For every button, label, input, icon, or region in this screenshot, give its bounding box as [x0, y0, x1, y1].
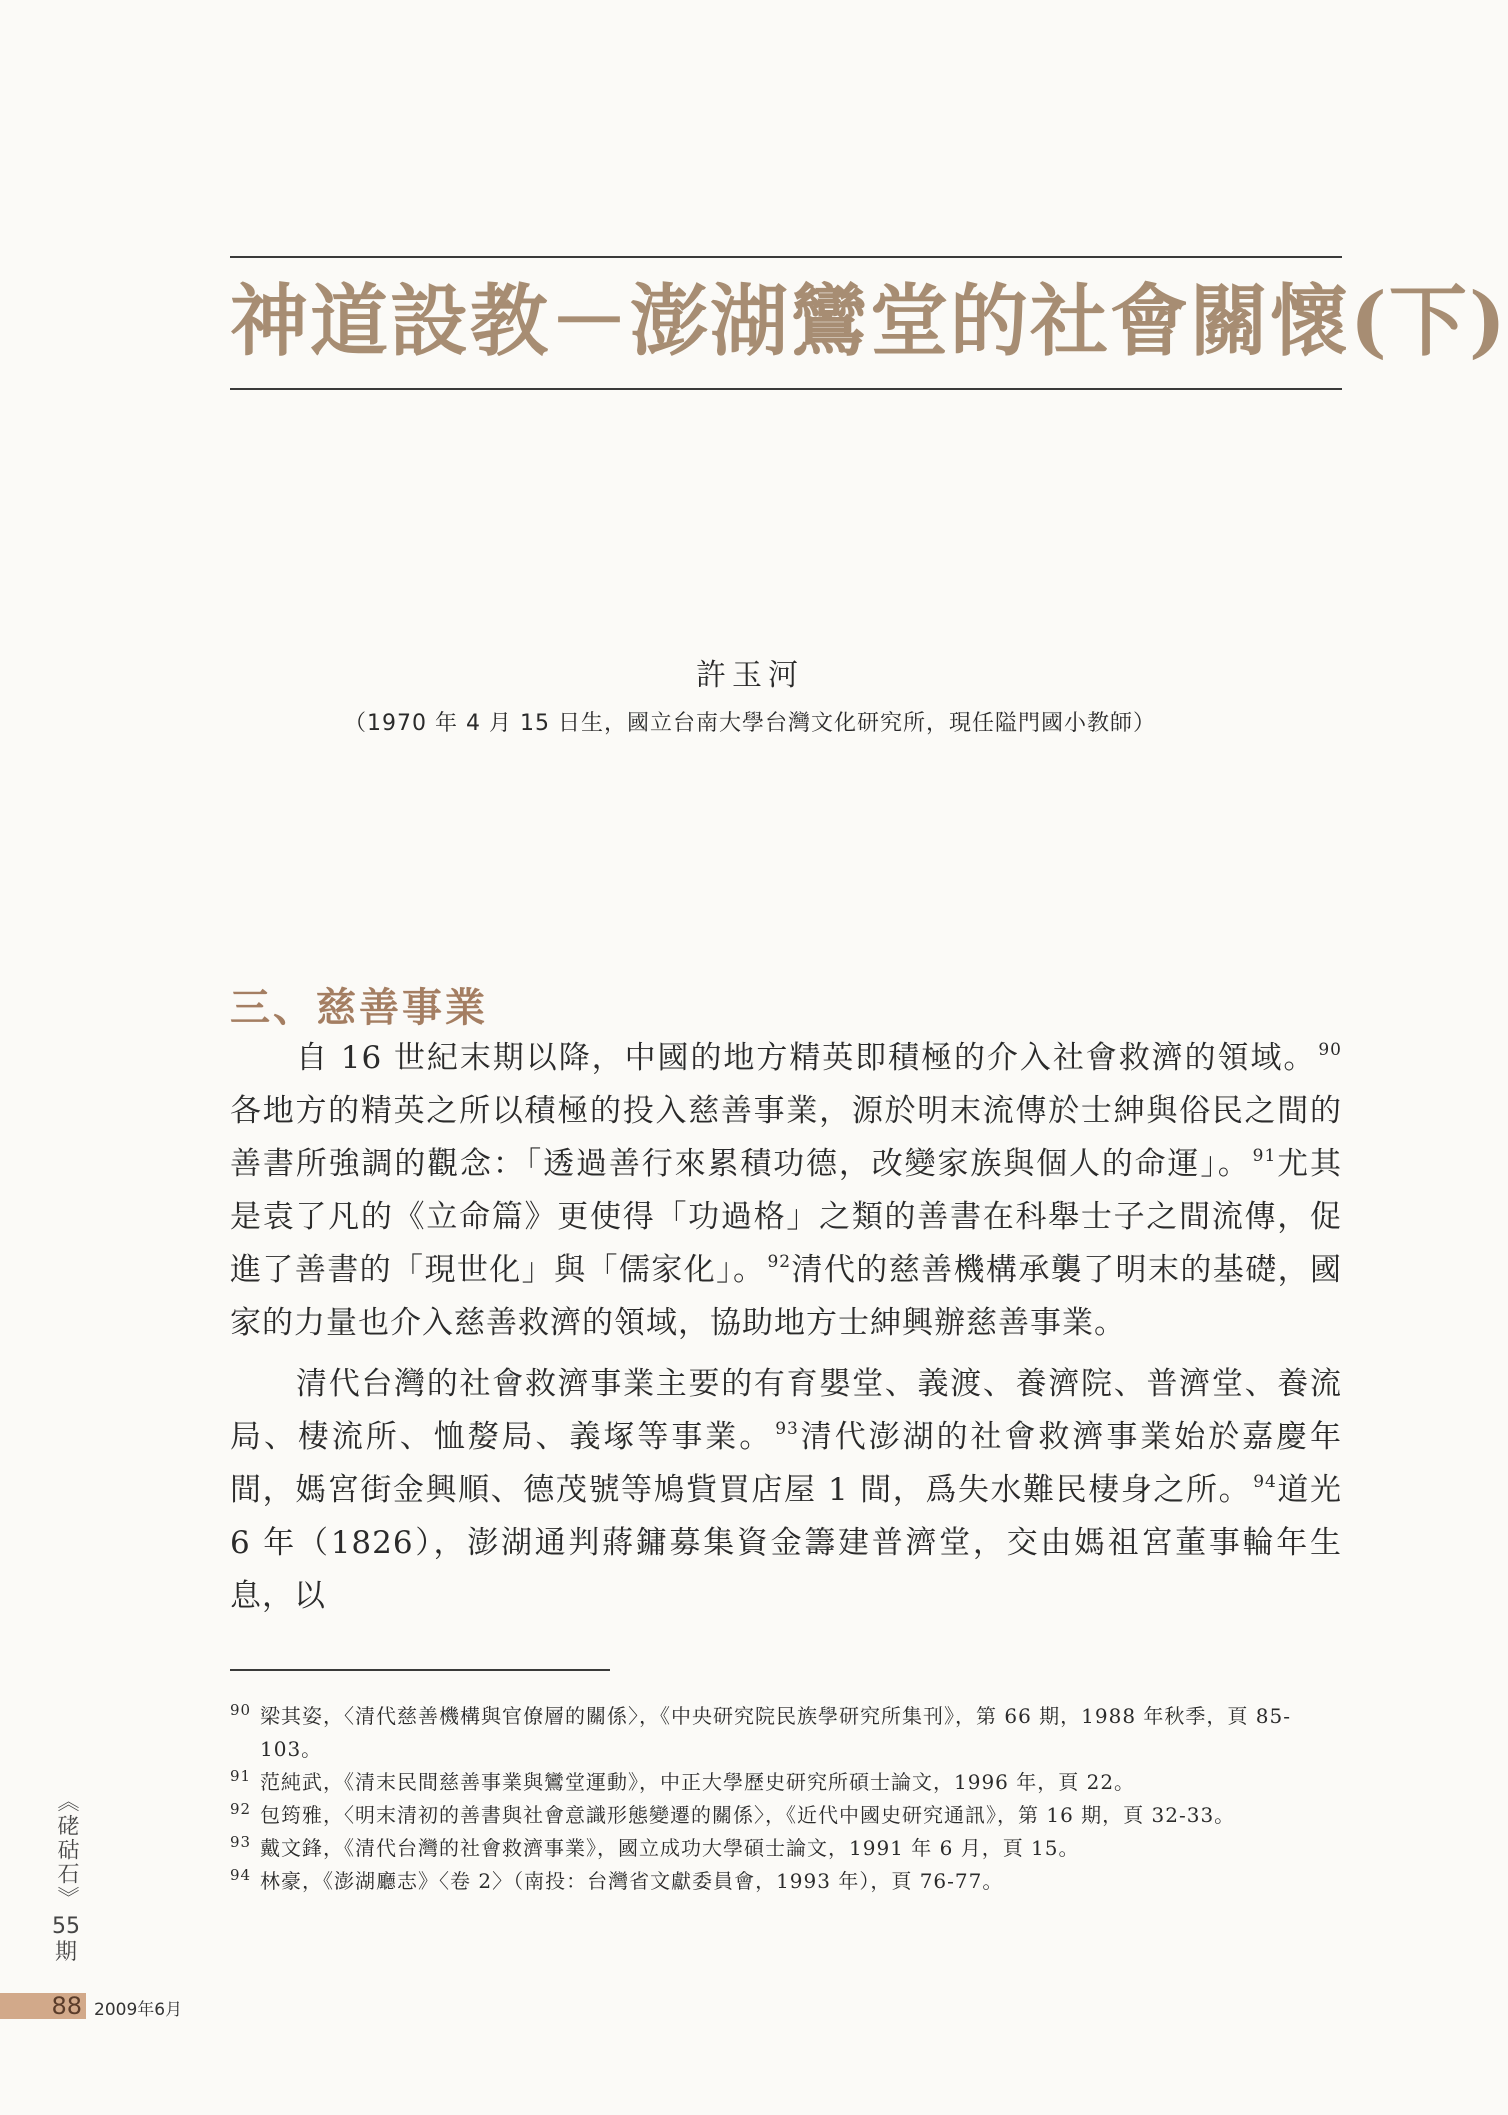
article-body: [230, 1032, 1342, 1631]
issue-date: 2009年6月: [94, 2000, 183, 2020]
footnote-text: 范純武，《清末民間慈善事業與鸞堂運動》，中正大學歷史研究所碩士論文，1996 年，頁 22。: [260, 1770, 1136, 1794]
footnote-item: [230, 1766, 1342, 1799]
footnote-number: 93: [230, 1833, 252, 1851]
footnote-item: [230, 1799, 1342, 1832]
footnote-text: 林豪，《澎湖廳志》〈卷 2〉（南投：台灣省文獻委員會，1993 年），頁 76-77。: [260, 1869, 1004, 1893]
body-text-segment: 各地方的精英之所以積極的投入慈善事業，源於明末流傳於士紳與俗民之間的善書所強調的觀念：「透過善行來累積功德，改變家族與個人的命運」。: [230, 1093, 1342, 1182]
body-text-segment: 自 16 世紀末期以降，中國的地方精英即積極的介入社會救濟的領域。: [296, 1040, 1317, 1076]
body-paragraph: [230, 1358, 1342, 1623]
footnote-number: 92: [230, 1800, 252, 1818]
footnote-rule: [230, 1669, 610, 1671]
page-number: 88: [0, 1993, 86, 2019]
footnote-reference: 91: [1252, 1146, 1277, 1166]
footnote-item: [230, 1832, 1342, 1865]
title-bottom-rule: [230, 388, 1342, 390]
footnote-text: 戴文鋒，《清代台灣的社會救濟事業》，國立成功大學碩士論文，1991 年 6 月，頁 15。: [260, 1836, 1080, 1860]
author-name: 許玉河: [696, 658, 804, 693]
section-heading: 三、慈善事業: [230, 985, 488, 1031]
article-title: 神道設教－澎湖鸞堂的社會關懷(下): [230, 276, 1508, 367]
body-text-segment: 清代的慈善機構承襲了明末的基礎，國家的力量也介入慈善救濟的領域，協助地方士紳興辦慈善事業。: [230, 1252, 1343, 1341]
body-text-segment: 尤其是袁了凡的《立命篇》更使得「功過格」之類的善書在科舉士子之間流傳，促進了善書的「現世化」與「儒家化」。: [230, 1146, 1343, 1288]
footnote-number: 94: [230, 1866, 252, 1884]
footnote-text: 梁其姿，〈清代慈善機構與官僚層的關係〉，《中央研究院民族學研究所集刊》，第 66 期，1988 年秋季，頁 85-103。: [260, 1704, 1291, 1761]
journal-sidebar: [50, 1790, 82, 1966]
footnote-reference: 94: [1253, 1472, 1277, 1492]
title-top-rule: [230, 256, 1342, 258]
issue-number: 55期: [52, 1914, 80, 1965]
journal-name: 《硓𥑮石》: [54, 1790, 79, 1910]
footnote-reference: 92: [767, 1252, 792, 1272]
body-text-segment: 清代台灣的社會救濟事業主要的有育嬰堂、義渡、養濟院、普濟堂、養流局、棲流所、恤嫠局、義塚等事業。: [230, 1366, 1342, 1455]
footnote-item: [230, 1700, 1342, 1766]
footnote-reference: 90: [1318, 1040, 1342, 1060]
body-text-segment: 道光 6 年（1826），澎湖通判蔣鏞募集資金籌建普濟堂，交由媽祖宮董事輪年生息，以: [230, 1472, 1342, 1614]
footnote-item: [230, 1865, 1342, 1898]
body-text-segment: 清代澎湖的社會救濟事業始於嘉慶年間，媽宮街金興順、德茂號等鳩貲買店屋 1 間，爲失水難民棲身之所。: [230, 1419, 1343, 1508]
footnote-reference: 93: [775, 1419, 799, 1439]
footnote-number: 90: [230, 1701, 252, 1719]
author-bio: （1970 年 4 月 15 日生，國立台南大學台灣文化研究所，現任隘門國小教師）: [344, 711, 1156, 736]
footnote-text: 包筠雅，〈明末清初的善書與社會意識形態變遷的關係〉，《近代中國史研究通訊》，第 16 期，頁 32-33。: [260, 1803, 1236, 1827]
footnote-number: 91: [230, 1767, 252, 1785]
body-paragraph: [230, 1032, 1342, 1350]
footnotes: [230, 1700, 1342, 1898]
